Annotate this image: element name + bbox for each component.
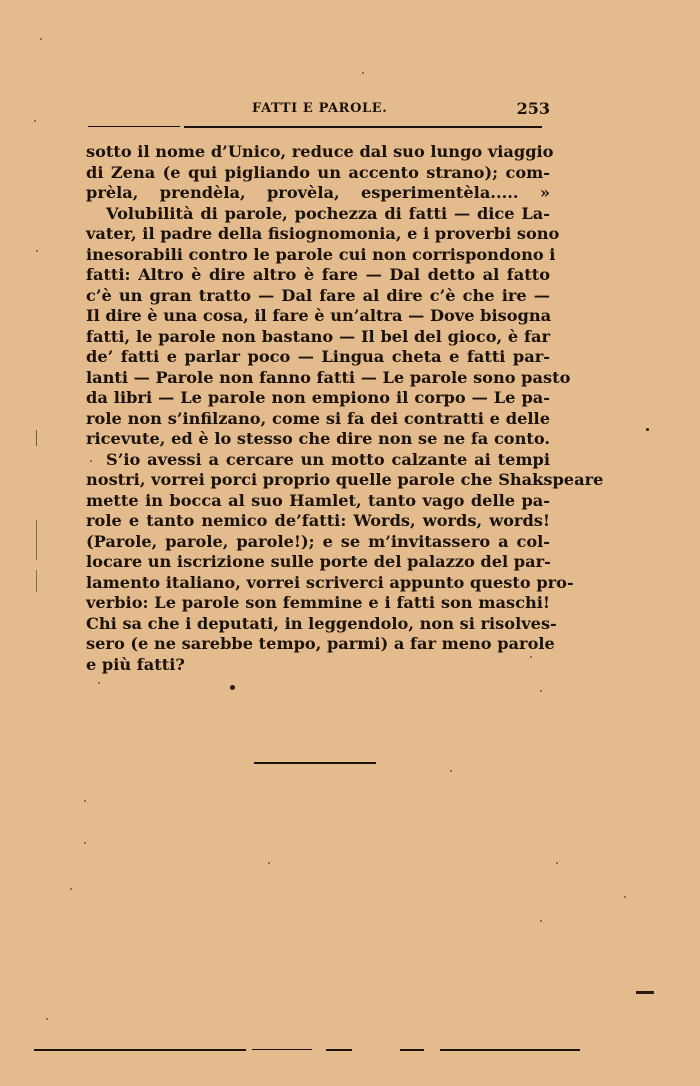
paper-speck: [362, 72, 364, 74]
margin-mark: [36, 520, 37, 560]
text-line: role e tanto nemico de’fatti: Words, words, words!: [86, 511, 550, 530]
text-line: role non s’infilzano, come si fa dei contratti e delle: [86, 408, 550, 428]
text-line: vater, il padre della fisiognomonia, e i proverbi sono: [86, 224, 560, 243]
paper-speck: [36, 250, 38, 252]
page-number: 253: [516, 99, 550, 118]
bottom-edge-rule: [440, 1049, 580, 1051]
text-line: sotto il nome d’Unico, reduce dal suo lungo viaggio: [86, 142, 554, 161]
text-line: mette in bocca al suo Hamlet, tanto vago delle pa-: [86, 490, 550, 510]
paper-speck: [84, 842, 86, 844]
paper-speck: [624, 896, 626, 898]
text-line: locare un iscrizione sulle porte del palazzo del par-: [86, 552, 551, 571]
text-line: da libri — Le parole non empiono il corpo — Le pa-: [86, 388, 550, 407]
running-title: FATTI E PAROLE.: [252, 101, 388, 116]
paper-speck: [540, 920, 542, 922]
bottom-edge-rule: [326, 1049, 352, 1051]
text-line: e più fatti?: [86, 654, 185, 674]
paper-speck: [84, 800, 86, 802]
bottom-edge-rule: [34, 1049, 246, 1051]
header-rule-right: [184, 126, 542, 128]
ink-dot: [230, 685, 235, 690]
text-line: lanti — Parole non fanno fatti — Le parole sono pasto: [86, 367, 571, 387]
paper-speck: [46, 1018, 48, 1020]
text-line: di Zena (e qui pigliando un accento strano); com-: [86, 162, 550, 182]
paper-speck: [98, 682, 100, 684]
paper-speck: [450, 770, 452, 772]
text-line: S’io avessi a cercare un motto calzante ai tempi: [106, 449, 550, 469]
text-line: fatti: Altro è dire altro è fare — Dal detto al fatto: [86, 265, 550, 284]
text-line: c’è un gran tratto — Dal fare al dire c’è che ire —: [86, 285, 550, 305]
ink-dot: [646, 428, 649, 431]
paper-speck: [70, 888, 72, 890]
running-head: [86, 99, 550, 119]
header-rule-left: [88, 126, 180, 127]
text-line: Il dire è una cosa, il fare è un’altra — Dove bisogna: [86, 306, 552, 325]
bottom-edge-rule: [400, 1049, 424, 1051]
body-text: [86, 142, 604, 675]
text-line: lamento italiano, vorrei scriverci appunto questo pro-: [86, 572, 574, 592]
text-line: verbio: Le parole son femmine e i fatti son maschi!: [86, 593, 550, 612]
paper-speck: [40, 38, 42, 40]
margin-mark: [36, 570, 37, 592]
text-line: (Parole, parole, parole!); e se m’invitassero a col-: [86, 531, 550, 551]
section-end-rule: [254, 762, 376, 764]
paper-speck: [34, 120, 36, 122]
text-line: prèla, prendèla, provèla, esperimentèla..... »: [86, 183, 550, 202]
paper-speck: [556, 862, 558, 864]
text-line: nostri, vorrei porci proprio quelle parole che Shakspeare: [86, 470, 604, 489]
paper-speck: [530, 656, 532, 658]
paper-speck: [90, 460, 92, 462]
paper-speck: [540, 690, 542, 692]
text-line: Chi sa che i deputati, in leggendolo, non si risolves-: [86, 613, 557, 633]
paper-speck: [268, 862, 270, 864]
bottom-edge-rule: [252, 1049, 312, 1050]
text-line: ricevute, ed è lo stesso che dire non se ne fa conto.: [86, 429, 550, 448]
text-line: sero (e ne sarebbe tempo, parmi) a far meno parole: [86, 634, 555, 653]
text-line: fatti, le parole non bastano — Il bel del gioco, è far: [86, 326, 550, 346]
text-line: inesorabili contro le parole cui non corrispondono i: [86, 244, 556, 264]
margin-mark: [36, 430, 37, 446]
margin-mark: [636, 991, 654, 994]
text-line: Volubilità di parole, pochezza di fatti — dice La-: [106, 203, 550, 223]
text-line: de’ fatti e parlar poco — Lingua cheta e fatti par-: [86, 347, 550, 366]
